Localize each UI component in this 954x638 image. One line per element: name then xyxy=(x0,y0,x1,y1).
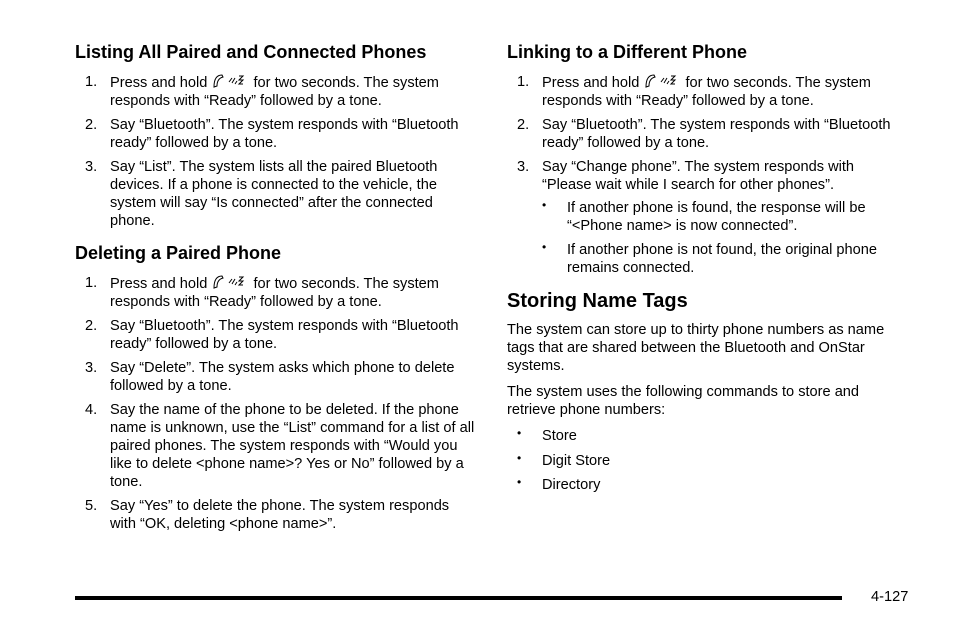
command-text: Store xyxy=(542,428,577,444)
listing-steps xyxy=(75,73,477,230)
deleting-steps xyxy=(75,274,477,533)
list-item xyxy=(507,158,907,277)
list-item xyxy=(507,116,907,152)
step-text: Say “Yes” to delete the phone. The system responds with “OK, deleting <phone name>”. xyxy=(110,498,450,532)
section-heading-listing-phones: Listing All Paired and Connected Phones xyxy=(75,42,427,62)
step-number: 2. xyxy=(85,318,98,334)
push-to-talk-icon xyxy=(643,73,681,89)
command-list xyxy=(507,427,907,494)
linking-steps xyxy=(507,73,907,277)
step-number: 1. xyxy=(85,74,98,90)
bullet-text: If another phone is found, the response will be “<Phone name> is now connected”. xyxy=(567,200,866,234)
list-item xyxy=(542,199,907,235)
step-number: 3. xyxy=(517,159,530,175)
right-column xyxy=(507,40,907,501)
list-item xyxy=(75,73,477,110)
step-text-after: for two seconds. The system responds with “Ready” followed by a tone. xyxy=(542,75,871,109)
step-text: Say “Bluetooth”. The system responds with “Bluetooth ready” followed by a tone. xyxy=(542,117,891,151)
step-text-after: for two seconds. The system responds with “Ready” followed by a tone. xyxy=(110,276,439,310)
step-number: 5. xyxy=(85,498,98,514)
command-text: Digit Store xyxy=(542,452,611,469)
footer-rule xyxy=(75,596,842,600)
list-item xyxy=(75,401,477,491)
section-heading-deleting-phone: Deleting a Paired Phone xyxy=(75,243,282,263)
bullet-icon: • xyxy=(542,240,547,254)
bullet-text: If another phone is not found, the original phone remains connected. xyxy=(567,242,877,276)
section-heading-storing-name-tags: Storing Name Tags xyxy=(507,290,688,312)
bullet-icon: • xyxy=(517,426,522,440)
step-text-before: Press and hold xyxy=(110,75,208,91)
push-to-talk-icon xyxy=(211,73,249,89)
step-number: 2. xyxy=(85,117,98,133)
step-text-after: for two seconds. The system responds with “Ready” followed by a tone. xyxy=(110,75,439,109)
bullet-icon: • xyxy=(517,475,522,489)
section-heading-linking-phone: Linking to a Different Phone xyxy=(507,42,748,62)
list-item xyxy=(75,497,477,533)
list-item xyxy=(75,359,477,395)
step-text: Say “List”. The system lists all the paired Bluetooth devices. If a phone is connected to the vehicle, the system will say “Is connected” after the connected phone. xyxy=(110,159,438,229)
page-number: 4-127 xyxy=(871,589,909,605)
step-text: Say “Delete”. The system asks which phone to delete followed by a tone. xyxy=(110,360,455,394)
step-text-before: Press and hold xyxy=(542,75,640,91)
step-number: 1. xyxy=(517,74,530,90)
step-text: Say “Bluetooth”. The system responds with “Bluetooth ready” followed by a tone. xyxy=(110,117,459,151)
step-text: Say “Bluetooth”. The system responds with “Bluetooth ready” followed by a tone. xyxy=(110,318,459,352)
command-text: Directory xyxy=(542,477,601,493)
step-text: Say the name of the phone to be deleted. If the phone name is unknown, use the “List” command for a list of all paired phones. The system responds with “Would you like to delete <phone name>? Yes or No” followed by a tone. xyxy=(110,402,475,490)
step-text: Say “Change phone”. The system responds with “Please wait while I search for other phones”. xyxy=(542,159,855,193)
step-number: 4. xyxy=(85,402,98,418)
list-item xyxy=(507,476,907,494)
bullet-icon: • xyxy=(517,450,522,465)
paragraph: The system uses the following commands to store and retrieve phone numbers: xyxy=(507,384,860,418)
list-item xyxy=(75,274,477,311)
sub-bullet-list xyxy=(542,199,907,277)
list-item xyxy=(507,452,907,470)
step-number: 2. xyxy=(517,117,530,133)
push-to-talk-icon xyxy=(211,274,249,290)
step-number: 1. xyxy=(85,275,98,291)
step-number: 3. xyxy=(85,159,98,175)
bullet-icon: • xyxy=(542,198,547,212)
list-item xyxy=(542,241,907,277)
list-item xyxy=(75,116,477,152)
list-item xyxy=(75,158,477,230)
left-column xyxy=(75,40,477,544)
list-item xyxy=(507,427,907,445)
step-number: 3. xyxy=(85,360,98,376)
paragraph: The system can store up to thirty phone numbers as name tags that are shared between the Bluetooth and OnStar systems. xyxy=(507,322,885,374)
step-text-before: Press and hold xyxy=(110,276,208,292)
list-item xyxy=(507,73,907,110)
list-item xyxy=(75,317,477,353)
